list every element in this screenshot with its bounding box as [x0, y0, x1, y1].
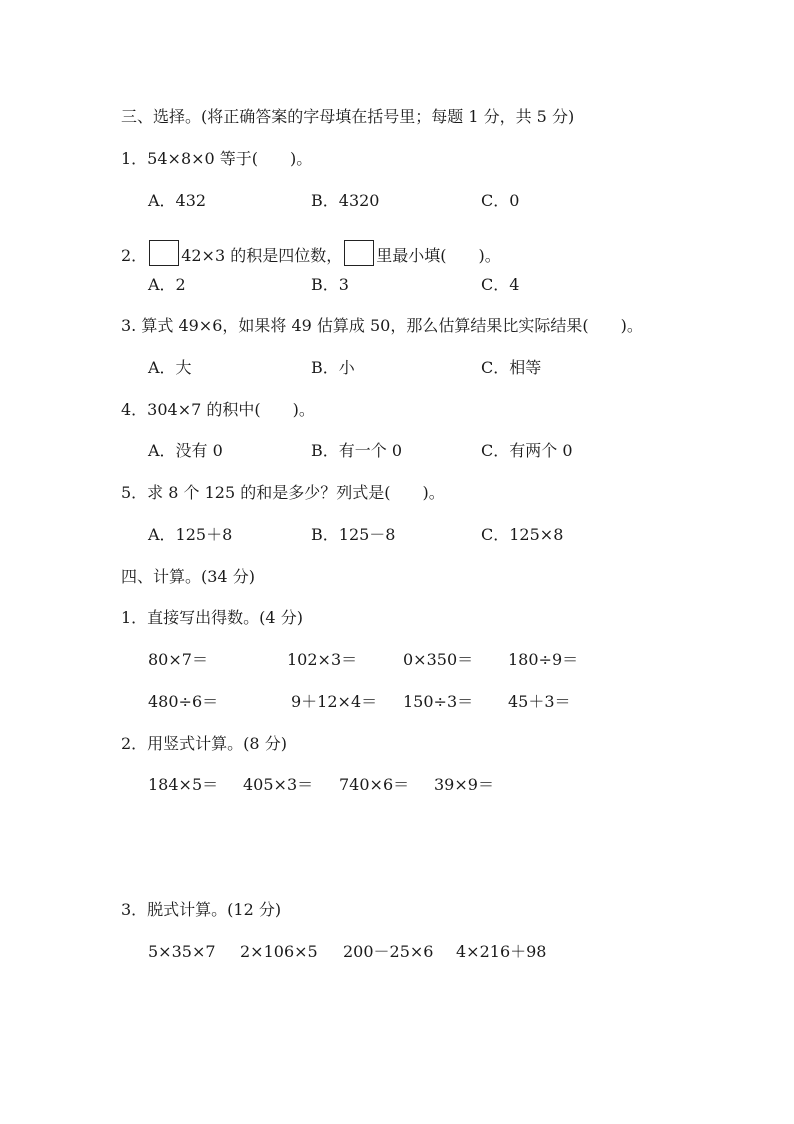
q3-option-b: B．小 — [311, 358, 355, 377]
answer-box — [344, 240, 374, 266]
q5-option-a: A．125＋8 — [148, 525, 233, 544]
stepwise-calc-item: 2×106×5 — [240, 942, 318, 961]
question-4: 4．304×7 的积中( )。 — [121, 400, 315, 419]
oral-calc-item: 150÷3＝ — [403, 692, 474, 711]
vertical-calc-item: 405×3＝ — [243, 775, 314, 794]
oral-calc-item: 480÷6＝ — [148, 692, 219, 711]
vertical-calc-item: 39×9＝ — [434, 775, 494, 794]
q4-option-a: A．没有 0 — [148, 441, 223, 460]
q4-option-b: B．有一个 0 — [311, 441, 403, 460]
question-3: 3. 算式 49×6，如果将 49 估算成 50，那么估算结果比实际结果( )。 — [121, 316, 643, 335]
question-2-middle: 42×3 的积是四位数， — [181, 246, 343, 265]
q2-option-a: A．2 — [148, 275, 186, 294]
oral-calc-item: 45＋3＝ — [508, 692, 571, 711]
oral-calc-item: 0×350＝ — [403, 650, 474, 669]
q2-option-c: C．4 — [481, 275, 520, 294]
q1-option-c: C．0 — [481, 191, 520, 210]
stepwise-calc-item: 4×216＋98 — [456, 942, 547, 961]
section-3-title: 三、选择。(将正确答案的字母填在括号里；每题 1 分，共 5 分) — [121, 107, 575, 126]
q5-option-c: C．125×8 — [481, 525, 564, 544]
oral-calc-item: 9＋12×4＝ — [291, 692, 378, 711]
oral-calc-item: 80×7＝ — [148, 650, 208, 669]
q1-option-b: B．4320 — [311, 191, 380, 210]
vertical-calc-item: 740×6＝ — [339, 775, 410, 794]
question-2-number: 2． — [121, 246, 148, 265]
question-2 — [121, 240, 501, 266]
stepwise-calc-item: 5×35×7 — [148, 942, 216, 961]
part-2-title: 2．用竖式计算。(8 分) — [121, 734, 287, 753]
q2-option-b: B．3 — [311, 275, 349, 294]
oral-calc-item: 180÷9＝ — [508, 650, 579, 669]
oral-calc-item: 102×3＝ — [287, 650, 358, 669]
question-1: 1．54×8×0 等于( )。 — [121, 149, 313, 168]
q3-option-a: A．大 — [148, 358, 192, 377]
question-2-end: 里最小填( )。 — [376, 246, 501, 265]
question-5: 5．求 8 个 125 的和是多少？列式是( )。 — [121, 483, 445, 502]
stepwise-calc-item: 200－25×6 — [343, 942, 434, 961]
q1-option-a: A．432 — [148, 191, 207, 210]
q4-option-c: C．有两个 0 — [481, 441, 573, 460]
part-1-title: 1．直接写出得数。(4 分) — [121, 608, 303, 627]
vertical-calc-item: 184×5＝ — [148, 775, 219, 794]
section-4-title: 四、计算。(34 分) — [121, 567, 255, 586]
q3-option-c: C．相等 — [481, 358, 542, 377]
q5-option-b: B．125－8 — [311, 525, 396, 544]
answer-box — [149, 240, 179, 266]
part-3-title: 3．脱式计算。(12 分) — [121, 900, 282, 919]
